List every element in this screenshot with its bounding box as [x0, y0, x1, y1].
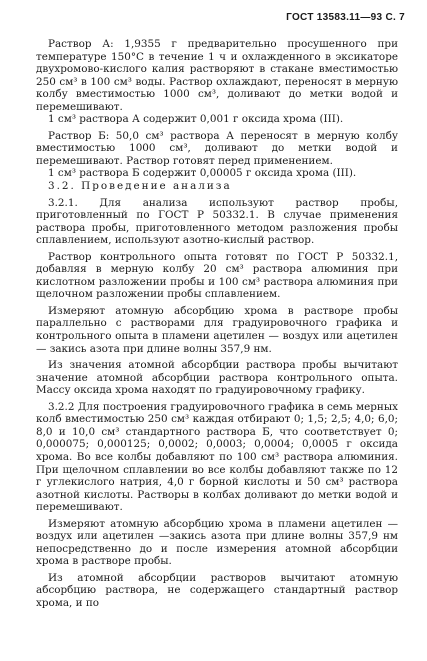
- paragraph-3-2-1: 3.2.1. Для анализа используют раствор пробы, приготовленный по ГОСТ Р 50332.1. В случае применения раствора пробы, приготовленного методом разложения пробы сплавлением, используют азотно-кислый раствор.: [36, 196, 398, 247]
- running-header: ГОСТ 13583.11—93 С. 7: [286, 12, 405, 23]
- paragraph-solution-a: Раствор А: 1,9355 г предварительно просушенного при температуре 150°С в течение 1 ч и охлажденного в эксикаторе двухромово-кислого калия растворяют в стакане вместимостью 250 см³ в 100 см³ воды. Раствор охлаждают, переносят в мерную колбу вместимостью 1000 см³, доливают до метки водой и перемешивают.: [36, 38, 398, 113]
- paragraph-control-experiment: Раствор контрольного опыта готовят по ГОСТ Р 50332.1, добавляя в мерную колбу 20 см³ раствора алюминия при кислотном разложении пробы и 100 см³ раствора алюминия при щелочном разложении пробы сплавлением.: [36, 250, 398, 301]
- paragraph-subtract-control: Из значения атомной абсорбции раствора пробы вычитают значение атомной абсорбции раствора контрольного опыта. Массу оксида хрома находят по градуировочному графику.: [36, 359, 398, 397]
- paragraph-measure-calibration: Измеряют атомную абсорбцию хрома в пламени ацетилен — воздух или ацетилен —закись азота при длине волны 357,9 нм непосредственно до и после измерения атомной абсорбции хрома в растворе пробы.: [36, 517, 398, 568]
- paragraph-measure-absorption: Измеряют атомную абсорбцию хрома в растворе пробы параллельно с растворами для градуировочного графика и контрольного опыта в пламени ацетилен — воздух или ацетилен — закись азота при длине волны 357,9 нм.: [36, 304, 398, 355]
- paragraph-subtract-blank: Из атомной абсорбции растворов вычитают атомную абсорбцию раствора, не содержащего стандартный раствор хрома, и по: [36, 571, 398, 609]
- section-heading-procedure: 3.2. Проведение анализа: [48, 180, 232, 193]
- paragraph-solution-a-content: 1 см³ раствора А содержит 0,001 г оксида хрома (III).: [48, 113, 344, 126]
- paragraph-solution-b-content: 1 см³ раствора Б содержит 0,00005 г оксида хрома (III).: [48, 167, 357, 180]
- paragraph-3-2-2: 3.2.2 Для построения градуировочного графика в семь мерных колб вместимостью 250 см³ каждая отбирают 0; 1,5; 2,5; 4,0; 6,0; 8,0 и 10,0 см³ стандартного раствора Б, что соответствует 0; 0,000075; 0,000125; 0,0002; 0,0003; 0,0004; 0,0005 г оксида хрома. Во все колбы добавляют по 100 см³ раствора алюминия. При щелочном сплавлении во все колбы добавляют также по 12 г углекислого натрия, 4,0 г борной кислоты и 50 см³ раствора азотной кислоты. Растворы в колбах доливают до метки водой и перемешивают.: [36, 400, 398, 514]
- paragraph-solution-b: Раствор Б: 50,0 см³ раствора А переносят в мерную колбу вместимостью 1000 см³, доливают до метки водой и перемешивают. Раствор готовят перед применением.: [36, 129, 398, 167]
- document-body: [36, 38, 398, 610]
